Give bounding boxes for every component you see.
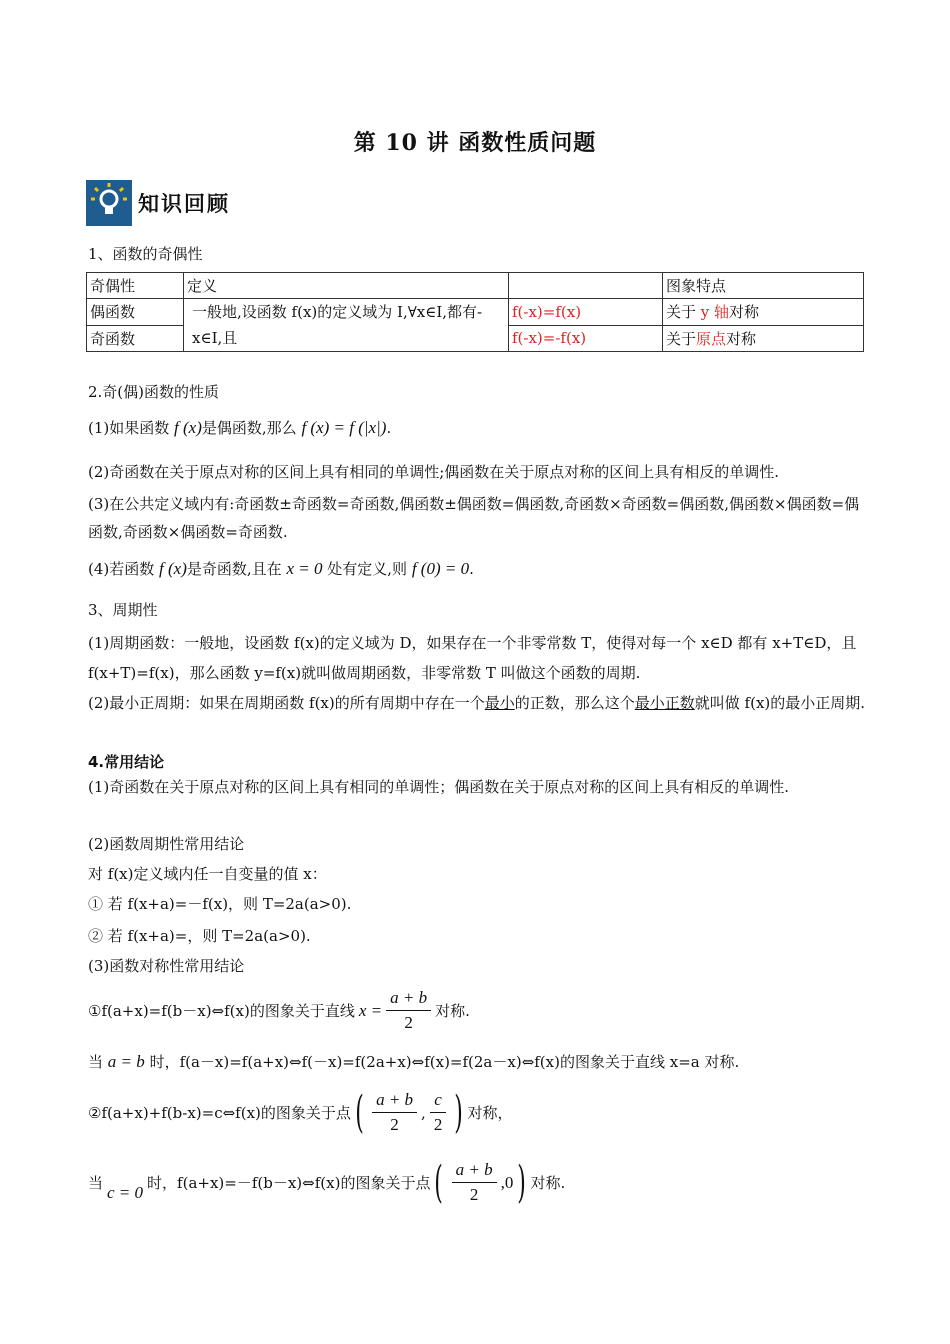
feature-text: 对称 <box>726 329 757 348</box>
formula: x = 0 <box>286 559 323 578</box>
paragraph: (3)函数对称性常用结论 <box>88 957 245 975</box>
parity-table <box>86 272 864 352</box>
text: 当 <box>88 1173 104 1192</box>
paragraph: (1)周期函数：一般地，设函数 f(x)的定义域为 D，如果存在一个非零常数 T，使得对每一个 x∈D 都有 x+T∈D，且 f(x+T)=f(x)，那么函数 y=f(x)就叫做周期函数，非零常数 T 叫做这个函数的周期. <box>88 634 857 682</box>
left-paren: ( <box>434 1156 444 1208</box>
text: (4)若函数 <box>88 560 155 578</box>
section3-heading: 3、周期性 <box>88 601 158 619</box>
numerator: a + b <box>452 1158 497 1183</box>
paragraph: (2)函数周期性常用结论 <box>88 835 245 853</box>
section1-heading: 1、函数的奇偶性 <box>88 245 203 263</box>
paragraph: (1)如果函数 f (x)是偶函数,那么 f (x) = f (|x|). <box>88 418 392 437</box>
denominator: 2 <box>469 1185 479 1204</box>
fraction <box>452 1158 497 1207</box>
fraction <box>430 1088 447 1137</box>
row-name: 偶函数 <box>87 299 184 326</box>
denominator: 2 <box>433 1115 443 1134</box>
table-row <box>87 299 864 326</box>
paragraph <box>88 688 868 718</box>
row-feature <box>663 299 864 326</box>
row-name: 奇函数 <box>87 325 184 352</box>
underlined-text: 最小正数 <box>634 694 695 712</box>
paragraph: (4)若函数 f (x)是奇函数,且在 x = 0 处有定义,则 f (0) = 0. <box>88 559 474 578</box>
lightbulb-icon <box>86 180 132 226</box>
text: 对称. <box>530 1173 566 1192</box>
text: 就叫做 f(x)的最小正周期. <box>694 694 866 712</box>
formula: f (x) <box>174 418 202 437</box>
row-condition: f(-x)=f(x) <box>509 299 663 326</box>
formula: f (x) = f (|x|) <box>301 418 387 437</box>
text: 对称， <box>467 1103 513 1122</box>
feature-text: 对称 <box>729 303 760 322</box>
numerator: a + b <box>372 1088 417 1113</box>
formula: a = b <box>107 1052 145 1071</box>
section4-heading: 4.常用结论 <box>88 753 165 771</box>
formula: x = <box>358 1000 383 1020</box>
right-paren: ) <box>517 1156 527 1208</box>
table-header <box>509 273 663 299</box>
text: 是偶函数,那么 <box>201 419 297 437</box>
table-header: 图象特点 <box>663 273 864 299</box>
paragraph: (2)奇函数在关于原点对称的区间上具有相同的单调性;偶函数在关于原点对称的区间上具有相反的单调性. <box>88 463 780 481</box>
text: ②f(a+x)+f(b-x)=c⇔f(x)的图象关于点 <box>88 1103 351 1122</box>
fraction <box>386 986 431 1035</box>
paragraph: ② 若 f(x+a)=，则 T=2a(a>0). <box>88 927 311 945</box>
section2-heading: 2.奇(偶)函数的性质 <box>88 383 220 401</box>
feature-highlight: y 轴 <box>700 303 730 322</box>
page-title: 第 10 讲 函数性质问题 <box>353 130 597 156</box>
text: 时，f(a+x)=－f(b－x)⇔f(x)的图象关于点 <box>147 1173 431 1192</box>
paragraph <box>88 986 868 1035</box>
formula: ,0 <box>500 1172 514 1192</box>
underlined-text: 最小 <box>484 694 515 712</box>
text: 是奇函数,且在 <box>186 560 282 578</box>
section-badge <box>86 180 230 226</box>
text: 当 <box>88 1053 104 1071</box>
numerator: a + b <box>386 986 431 1011</box>
text: (1)如果函数 <box>88 419 170 437</box>
formula: f (0) = 0 <box>411 559 470 578</box>
feature-text: 关于 <box>666 303 701 322</box>
table-header: 定义 <box>184 273 509 299</box>
paragraph: (1)奇函数在关于原点对称的区间上具有相同的单调性；偶函数在关于原点对称的区间上具有相反的单调性. <box>88 778 790 796</box>
text: 时，f(a－x)=f(a+x)⇔f(－x)=f(2a+x)⇔f(x)=f(2a－x)⇔f(x)的图象关于直线 x=a 对称. <box>149 1053 740 1071</box>
table-header-row <box>87 273 864 299</box>
left-paren: ( <box>355 1086 364 1138</box>
paragraph: ②f(a+x)+f(b-x)=c⇔f(x)的图象关于点 ( $\frac{a + b}{2}$ , $\frac{c}{2}$ ) 对称， <box>88 1086 513 1138</box>
formula: c = 0 <box>107 1182 144 1202</box>
formula: f (x) <box>159 559 187 578</box>
right-paren: ) <box>454 1086 464 1138</box>
text: (2)最小正周期：如果在周期函数 f(x)的所有周期中存在一个 <box>88 694 485 712</box>
text: 处有定义,则 <box>327 560 408 578</box>
row-condition: f(-x)=-f(x) <box>509 325 663 352</box>
fraction <box>372 1088 417 1137</box>
denominator: 2 <box>404 1013 413 1032</box>
text: 的正数，那么这个 <box>514 694 635 712</box>
feature-text: 关于 <box>666 329 697 348</box>
definition-cell: 一般地,设函数 f(x)的定义域为 I,∀x∈I,都有-x∈I,且 <box>184 299 509 352</box>
paragraph: ① 若 f(x+a)=－f(x)，则 T=2a(a>0). <box>88 895 352 913</box>
text: ①f(a+x)=f(b－x)⇔f(x)的图象关于直线 <box>88 1001 355 1020</box>
denominator: 2 <box>390 1115 399 1134</box>
row-feature <box>663 325 864 352</box>
text: 对称. <box>435 1001 470 1020</box>
paragraph: 对 f(x)定义域内任一自变量的值 x： <box>88 865 327 883</box>
paragraph <box>88 1158 868 1207</box>
paragraph: (3)在公共定义域内有:奇函数±奇函数=奇函数,偶函数±偶函数=偶函数,奇函数×奇函数=偶函数,偶函数×偶函数=偶函数,奇函数×偶函数=奇函数. <box>88 495 860 541</box>
feature-highlight: 原点 <box>696 329 727 348</box>
badge-label: 知识回顾 <box>138 192 230 216</box>
paragraph <box>88 1050 868 1074</box>
table-header: 奇偶性 <box>87 273 184 299</box>
numerator: c <box>430 1088 447 1113</box>
